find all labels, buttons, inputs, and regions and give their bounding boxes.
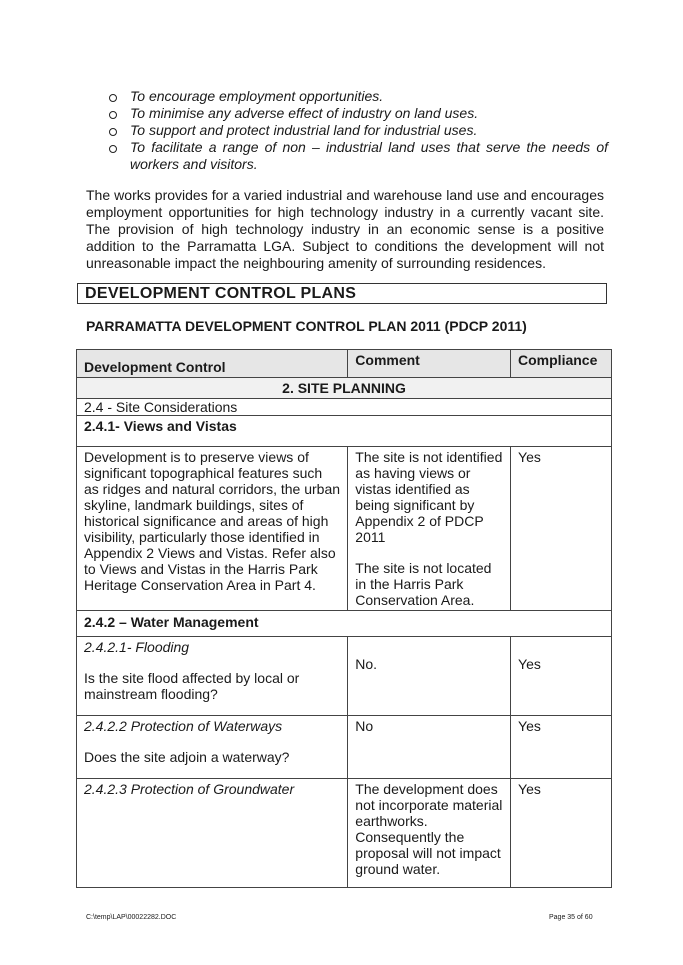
section-row: 2. SITE PLANNING <box>77 378 612 399</box>
section-heading: DEVELOPMENT CONTROL PLANS <box>77 283 607 304</box>
groundwater-comment-cell: The development does not incorporate material earthworks. Consequently the proposal will not impact ground water. <box>348 779 511 888</box>
objective-item: To facilitate a range of non – industrial land uses that serve the needs of workers and visitors. <box>108 139 608 173</box>
flooding-control-cell <box>77 637 348 716</box>
table-row <box>77 779 612 888</box>
objective-item: To support and protect industrial land for industrial uses. <box>108 122 608 139</box>
footer-file-path: C:\temp\LAP\00022282.DOC <box>86 914 177 921</box>
footer-page-number: Page 35 of 60 <box>549 914 593 921</box>
water-heading-row: 2.4.2 – Water Management <box>77 611 612 637</box>
header-development-control: Development Control <box>77 350 348 378</box>
summary-paragraph: The works provides for a varied industrial and warehouse land use and encourages employment opportunities for high technology industry in a currently vacant site. The provision of high technology industry in an economic sense is a positive addition to the Parramatta LGA. Subject to conditions the development will not unreasonable impact the neighbouring amenity of surrounding residences. <box>86 187 604 271</box>
views-heading-row: 2.4.1- Views and Vistas <box>77 416 612 447</box>
subsection-row: 2.4 - Site Considerations <box>77 399 612 416</box>
objective-item: To minimise any adverse effect of industry on land uses. <box>108 105 608 122</box>
waterways-compliance-cell: Yes <box>511 716 612 779</box>
flooding-question: Is the site flood affected by local or mainstream flooding? <box>84 670 300 702</box>
table-row <box>77 637 612 716</box>
views-comment-1: The site is not identified as having views or vistas identified as being significant by Appendix 2 of PDCP 2011 <box>355 449 503 545</box>
flooding-title: 2.4.2.1- Flooding <box>84 639 190 655</box>
development-control-table <box>76 349 612 888</box>
views-control-text: Development is to preserve views of significant topographical features such as ridges and natural corridors, the urban skyline, landmark buildings, sites of historical significance and areas of high visibility, particularly those identified in Appendix 2 Views and Vistas. Refer also to Views and Vistas in the Harris Park Heritage Conservation Area in Part 4. <box>84 449 341 593</box>
views-control-cell <box>77 447 348 611</box>
views-comment-cell <box>348 447 511 611</box>
flooding-compliance-cell: Yes <box>511 637 612 716</box>
objectives-list <box>108 88 608 173</box>
waterways-control-cell <box>77 716 348 779</box>
groundwater-compliance-cell: Yes <box>511 779 612 888</box>
waterways-question: Does the site adjoin a waterway? <box>84 749 290 765</box>
flooding-comment-cell: No. <box>348 637 511 716</box>
groundwater-control-cell: 2.4.2.3 Protection of Groundwater <box>77 779 348 888</box>
objective-item: To encourage employment opportunities. <box>108 88 608 105</box>
table-row <box>77 447 612 611</box>
views-compliance-cell: Yes <box>511 447 612 611</box>
header-compliance: Compliance <box>511 350 612 378</box>
plan-title: PARRAMATTA DEVELOPMENT CONTROL PLAN 2011 (PDCP 2011) <box>86 318 527 334</box>
waterways-comment-cell: No <box>348 716 511 779</box>
waterways-title: 2.4.2.2 Protection of Waterways <box>84 718 283 734</box>
header-comment: Comment <box>348 350 511 378</box>
table-row <box>77 716 612 779</box>
views-comment-2: The site is not located in the Harris Park Conservation Area. <box>355 560 492 608</box>
